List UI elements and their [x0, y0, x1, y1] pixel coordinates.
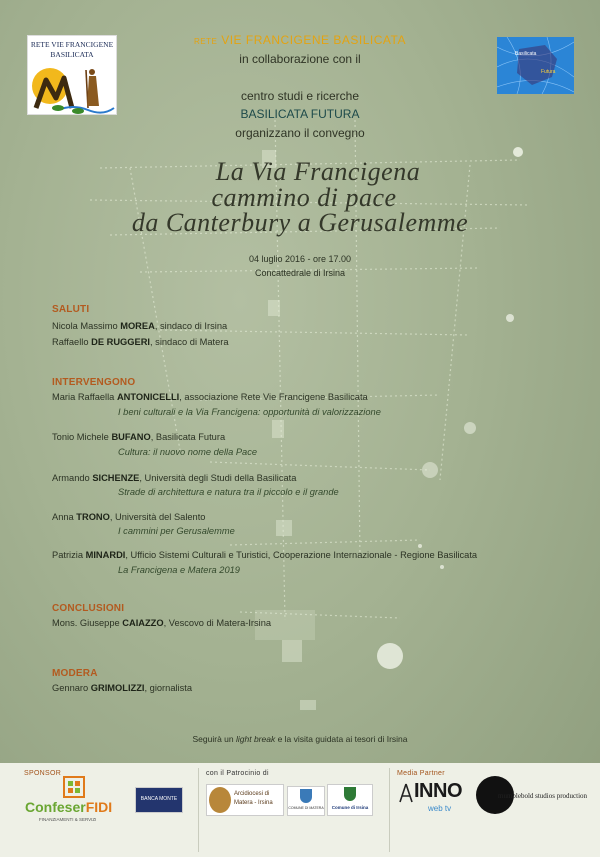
saluti-2: Raffaello DE RUGGERI, sindaco di Matera — [52, 337, 229, 347]
event-place: Concattedrale di Irsina — [254, 268, 346, 278]
rete-heading — [0, 33, 600, 47]
inno-logo — [398, 778, 470, 818]
confeser-name: ConfeserFIDI — [25, 799, 113, 815]
comune-matera-text: COMUNE DI MATERA — [288, 806, 324, 810]
bank-logo — [135, 787, 183, 813]
confeser-sub: FINANZIAMENTI & SERVIZI — [39, 817, 97, 822]
media-label: Media Partner — [397, 770, 445, 777]
confeser-logo — [25, 776, 125, 821]
comune-irsina-text: Comune di Irsina — [331, 805, 369, 810]
speaker-3: Armando SICHENZE, Università degli Studi della Basilicata — [52, 473, 297, 483]
speaker-2: Tonio Michele BUFANO, Basilicata Futura — [52, 432, 226, 442]
rete-small: RETE — [194, 37, 218, 46]
saluti-heading: SALUTI — [52, 304, 90, 315]
inno-name: INNO — [414, 780, 462, 802]
organizzano-text: organizzano il convegno — [235, 126, 365, 140]
speaker-5: Patrizia MINARDI, Ufficio Sistemi Culturali e Turistici, Cooperazione Internazionale - Regione Basilicata — [52, 550, 478, 560]
rete-logo-line1: RETE VIE FRANCIGENE — [30, 40, 114, 49]
bf-logo-text2: Futura — [541, 69, 556, 75]
footer-divider-2 — [389, 768, 390, 852]
title-line-2: cammino di pace — [211, 183, 397, 212]
event-date: 04 luglio 2016 - ore 17.00 — [248, 254, 352, 264]
sponsor-label: SPONSOR — [24, 770, 62, 777]
comune-matera-logo — [287, 786, 325, 816]
speaker-2-talk: Cultura: il nuovo nome della Pace — [118, 447, 258, 457]
crest-icon — [300, 789, 312, 803]
speaker-4: Anna TRONO, Università del Salento — [52, 512, 206, 522]
speaker-1-talk: I beni culturali e la Via Francigena: opportunità di valorizzazione — [118, 407, 381, 417]
modera-heading: MODERA — [52, 668, 98, 679]
rete-logo — [27, 35, 117, 115]
speaker-1: Maria Raffaella ANTONICELLI, associazione Rete Vie Francigene Basilicata — [52, 392, 368, 402]
arcidiocesi-line1: Arcidiocesi di — [234, 791, 270, 797]
intervengono-heading: INTERVENGONO — [52, 377, 136, 388]
rete-logo-line2: BASILICATA — [50, 50, 94, 59]
pilgrim-icon — [28, 58, 116, 114]
rete-main: VIE FRANCIGENE BASILICATA — [221, 33, 406, 47]
modera-speaker: Gennaro GRIMOLIZZI, giornalista — [52, 683, 193, 693]
closing-note: Seguirà un light break e la visita guidata ai tesori di Irsina — [192, 734, 408, 744]
comune-irsina-logo — [327, 784, 373, 816]
footer-divider-1 — [198, 768, 199, 852]
saluti-1: Nicola Massimo MOREA, sindaco di Irsina — [52, 321, 228, 331]
title-line-1: La Via Francigena — [215, 157, 421, 186]
speaker-4-talk: I cammini per Gerusalemme — [118, 526, 235, 536]
patrocinio-label: con il Patrocinio di — [206, 770, 269, 777]
arcidiocesi-line2: Matera - Irsina — [234, 800, 273, 806]
bank-text: BANCA MONTE — [140, 796, 178, 802]
confeser-mark-icon — [63, 776, 85, 798]
collab-text: in collaborazione con il — [239, 52, 361, 66]
antenna-icon — [398, 782, 414, 804]
basilicata-futura-text: BASILICATA FUTURA — [240, 107, 360, 121]
speaker-3-talk: Strade di architettura e natura tra il piccolo e il grande — [118, 487, 339, 497]
title-line-3: da Canterbury a Gerusalemme — [131, 208, 469, 237]
arcidiocesi-logo — [206, 784, 284, 816]
conclusioni-speaker: Mons. Giuseppe CAIAZZO, Vescovo di Matera-Irsina — [52, 618, 272, 628]
studio-name: mumblebold studios production — [498, 792, 588, 800]
bf-logo-text1: Basilicata — [515, 51, 537, 57]
arcidiocesi-icon — [209, 787, 231, 813]
crest-icon-2 — [344, 787, 356, 801]
centro-text: centro studi e ricerche — [240, 89, 360, 103]
inno-sub: web tv — [428, 804, 452, 813]
speaker-5-talk: La Francigena e Matera 2019 — [118, 565, 240, 575]
conclusioni-heading: CONCLUSIONI — [52, 603, 125, 614]
